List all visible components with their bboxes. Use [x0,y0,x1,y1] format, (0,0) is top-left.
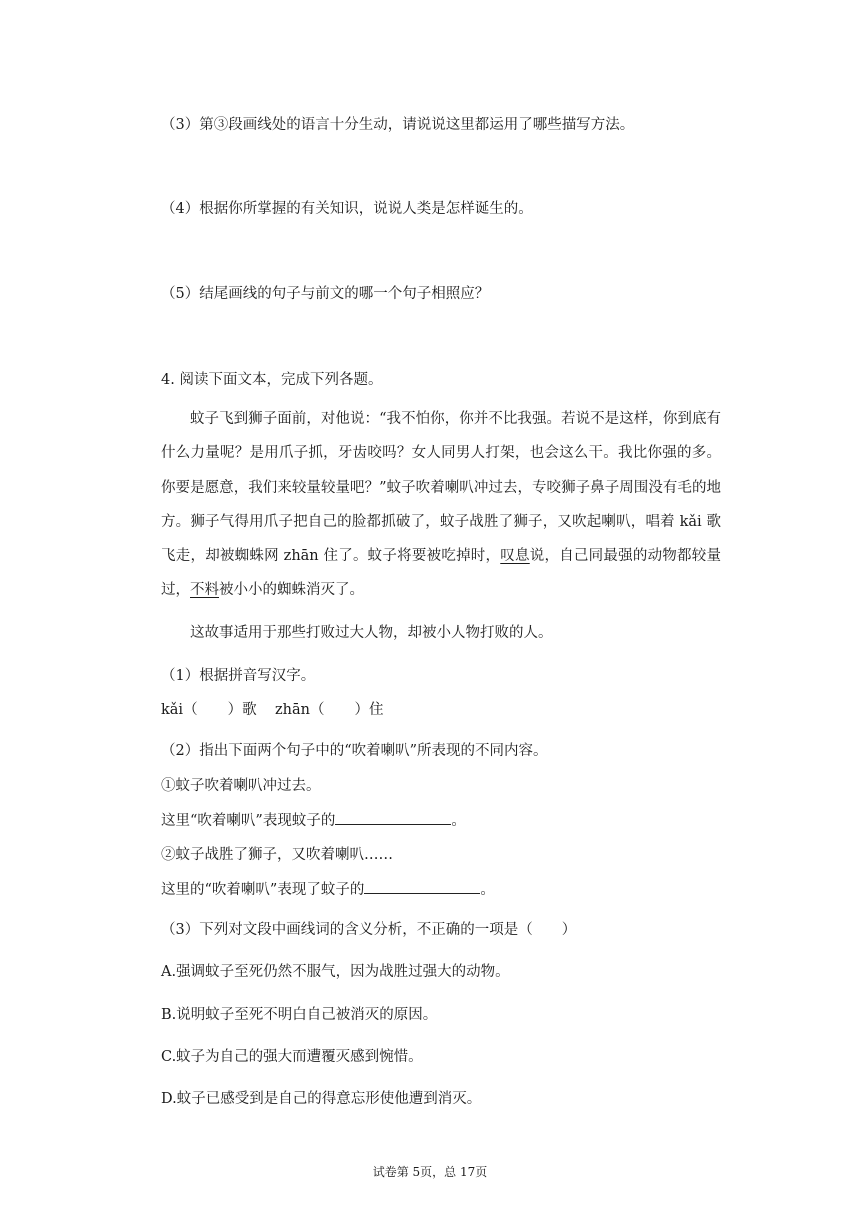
pinyin-kai-end: ）歌 [227,702,257,718]
sentence-2-prompt: 这里的“吹着喇叭”表现了蚊子的 [161,882,365,898]
sentence-1-fill [161,810,466,831]
passage-text-a: 蚊子飞到狮子面前，对他说：“我不怕你，你并不比我强。若说不是这样，你到底有什么力量呢？是用爪子抓，牙齿咬吗？女人同男人打架，也会这么干。我比你强的多。你要是愿意，我们来较量较量吧？”蚊子吹着喇叭冲过去，专咬狮子鼻子周围没有毛的地方。狮子气得用爪子把自己的脸都抓破了，蚊子战胜了狮子，又吹起喇叭，唱着 kǎi 歌飞走，却被蜘蛛网 zhān 住了。蚊子将要被吃掉时， [161,411,721,565]
question-3-3: （3）第③段画线处的语言十分生动，请说说这里都运用了哪些描写方法。 [161,117,635,133]
sentence-1: ①蚊子吹着喇叭冲过去。 [161,778,321,794]
answer-line-1[interactable] [335,810,451,825]
sentence-2-fill [161,879,495,900]
pinyin-zhan-end: ）住 [354,702,384,718]
question-4-3-title: （3）下列对文段中画线词的含义分析，不正确的一项是（ ） [161,922,577,938]
pinyin-kai: kǎi（ [161,702,198,718]
option-c[interactable]: C.蚊子为自己的强大而遭覆灭感到惋惜。 [161,1049,423,1065]
passage-text-b: 说，自己同最强的动物都较量过， [161,548,722,599]
question-4-1-blanks [161,700,383,720]
passage-paragraph-2: 这故事适用于那些打败过大人物，却被小人物打败的人。 [190,625,553,641]
question-4-title: 4. 阅读下面文本，完成下列各题。 [161,372,383,388]
sentence-2: ②蚊子战胜了狮子，又吹着喇叭…… [161,847,393,863]
passage-text-c: 被小小的蜘蛛消灭了。 [219,582,364,599]
underlined-word-sigh: 叹息 [500,548,530,565]
period-1: 。 [451,813,466,829]
question-4-1-title: （1）根据拼音写汉字。 [161,668,316,684]
option-b[interactable]: B.说明蚊子至死不明白自己被消灭的原因。 [161,1007,438,1023]
answer-line-2[interactable] [364,879,480,894]
sentence-1-prompt: 这里“吹着喇叭”表现蚊子的 [161,813,336,829]
option-a[interactable]: A.强调蚊子至死仍然不服气，因为战胜过强大的动物。 [161,964,510,980]
question-3-5: （5）结尾画线的句子与前文的哪一个句子相照应？ [161,286,490,302]
question-3-4: （4）根据你所掌握的有关知识，说说人类是怎样诞生的。 [161,201,533,217]
passage-paragraph-1 [161,402,721,608]
period-2: 。 [480,882,495,898]
question-4-2-title: （2）指出下面两个句子中的“吹着喇叭”所表现的不同内容。 [161,743,548,759]
option-d[interactable]: D.蚊子已感受到是自己的得意忘形使他遭到消灭。 [161,1091,482,1107]
page-footer: 试卷第 5页，总 17页 [372,1165,488,1179]
underlined-word-unexpectedly: 不料 [190,582,219,599]
pinyin-zhan: zhān（ [275,702,325,718]
